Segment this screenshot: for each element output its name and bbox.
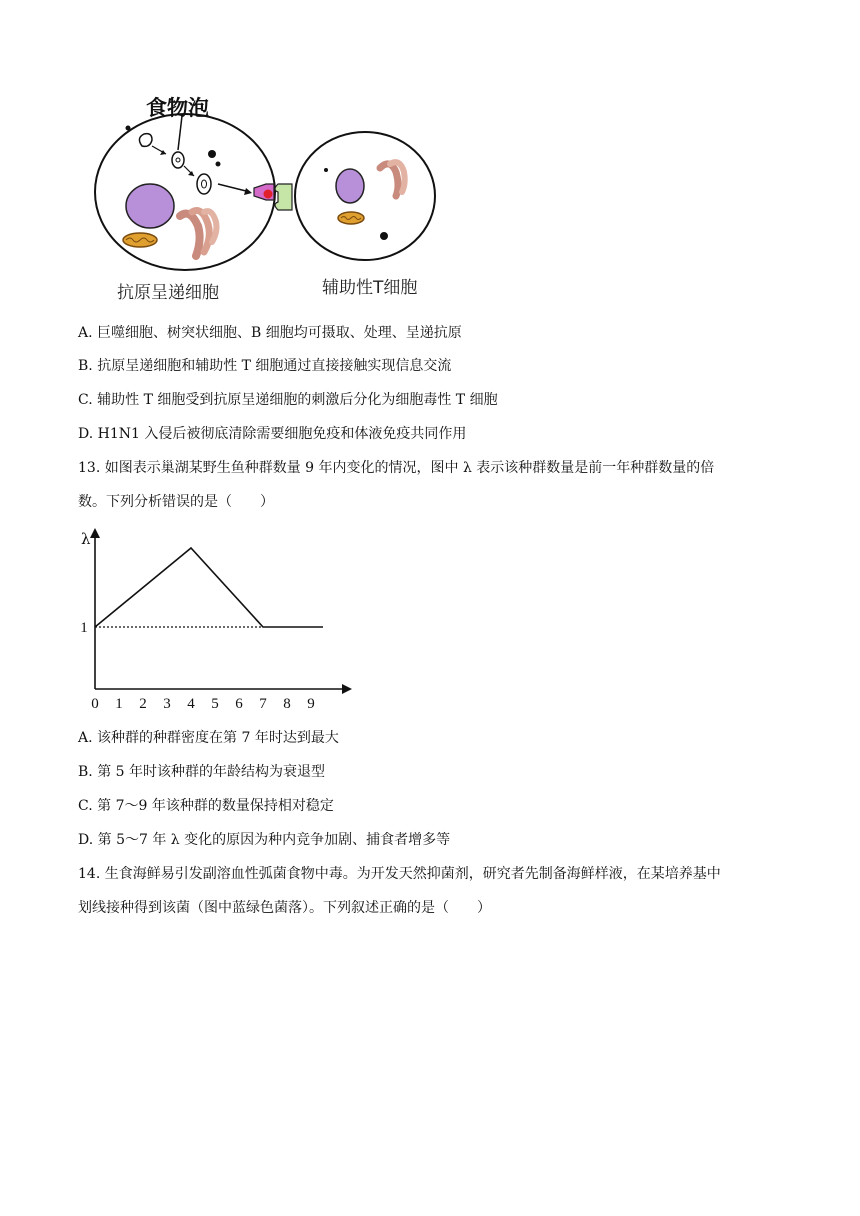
- q13-stem-line1: 13. 如图表示巢湖某野生鱼种群数量 9 年内变化的情况，图中 λ 表示该种群数量是前一年种群数量的倍: [78, 460, 715, 476]
- x-tick-label: 1: [115, 696, 123, 712]
- q12-option-d: D. H1N1 入侵后被彻底清除需要细胞免疫和体液免疫共同作用: [78, 426, 467, 442]
- x-axis-arrow: [342, 684, 352, 694]
- x-tick-label: 7: [259, 696, 267, 712]
- x-tick-label: 5: [211, 696, 219, 712]
- x-tick-label: 2: [139, 696, 147, 712]
- q13-option-d: D. 第 5～7 年 λ 变化的原因为种内竞争加剧、捕食者增多等: [78, 832, 451, 848]
- lambda-series-line: [95, 548, 323, 627]
- th-caption: 辅助性T细胞: [322, 278, 418, 298]
- x-tick-label: 4: [187, 696, 195, 712]
- q14-stem-line1: 14. 生食海鲜易引发副溶血性弧菌食物中毒。为开发天然抑菌剂，研究者先制备海鲜样液，在某培养基中: [78, 866, 721, 882]
- x-tick-label: 8: [283, 696, 291, 712]
- th-cell-outline: [295, 132, 435, 260]
- q12-option-a: A. 巨噬细胞、树突状细胞、B 细胞均可摄取、处理、呈递抗原: [78, 325, 462, 341]
- lambda-chart: [76, 524, 366, 714]
- q13-option-a: A. 该种群的种群密度在第 7 年时达到最大: [78, 730, 339, 746]
- y-tick-label: 1: [80, 620, 88, 636]
- food-vacuole-label: 食物泡: [146, 96, 209, 120]
- q12-option-c: C. 辅助性 T 细胞受到抗原呈递细胞的刺激后分化为细胞毒性 T 细胞: [78, 392, 498, 408]
- q13-option-c: C. 第 7～9 年该种群的数量保持相对稳定: [78, 798, 334, 814]
- q14-stem-line2: 划线接种得到该菌（图中蓝绿色菌落）。下列叙述正确的是（ ）: [78, 900, 491, 916]
- q12-option-b: B. 抗原呈递细胞和辅助性 T 细胞通过直接接触实现信息交流: [78, 358, 452, 374]
- x-tick-label: 0: [91, 696, 99, 712]
- q13-stem-line2: 数。下列分析错误的是（ ）: [78, 494, 274, 510]
- x-tick-label: 3: [163, 696, 171, 712]
- q13-option-b: B. 第 5 年时该种群的年龄结构为衰退型: [78, 764, 325, 780]
- apc-caption: 抗原呈递细胞: [117, 283, 219, 303]
- y-axis-arrow: [90, 528, 100, 538]
- x-tick-label: 6: [235, 696, 243, 712]
- apc-nucleus: [126, 184, 174, 228]
- tcr-receptor: [275, 184, 292, 210]
- y-axis-label: λ: [81, 530, 91, 548]
- x-tick-label: 9: [307, 696, 315, 712]
- th-nucleus: [336, 169, 364, 203]
